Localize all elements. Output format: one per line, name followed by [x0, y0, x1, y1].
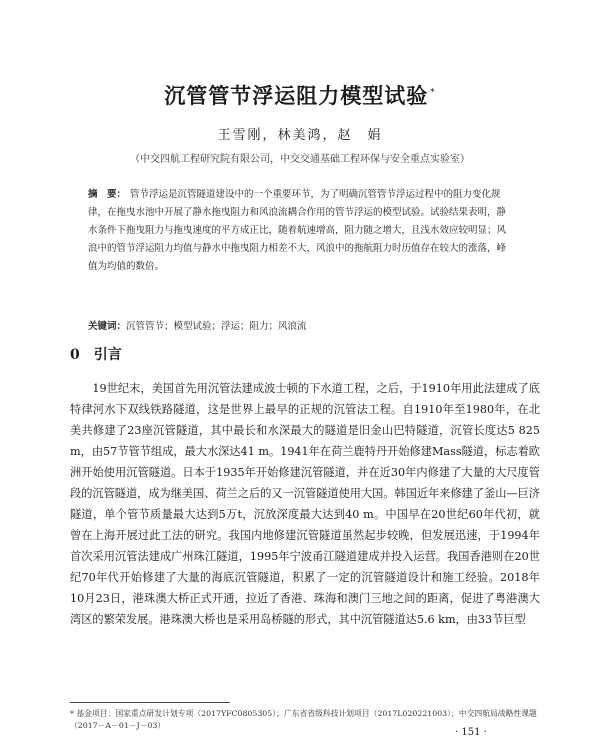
title-text: 沉管管节浮运阻力模型试验 [164, 83, 429, 108]
affiliation: （中交四航工程研究院有限公司，中交交通基础工程环保与安全重点实验室） [130, 154, 470, 165]
abstract-label: 摘 要： [88, 189, 127, 200]
section-heading [70, 344, 122, 364]
paper-title [0, 80, 600, 110]
section-title: 引言 [93, 347, 122, 363]
footnote-divider [70, 702, 230, 703]
body-paragraph: 19世纪末，美国首先用沉管法建成波士顿的下水道工程，之后，于1910年用此法建成了底特律河水下双线铁路隧道，这是世界上最早的正规的沉管法工程。自1910年至1980年，在北美共修建了23座沉管隧道，其中最长和水深最大的隧道是旧金山巴特隧道，沉管长度达5 825 m，由57节管节组成，最大水深达41 m。1941年在荷兰鹿特丹开始修建Mass隧道，标志着欧洲开始使用沉管隧道。日本于1935年开始修建沉管隧道，并在近30年内修建了大量的大尺度管段的沉管隧道，成为继美国、荷兰之后的又一沉管隧道使用大国。韩国近年来修建了釜山—巨济隧道，单个管节质量最大达到5万t，沉放深度最大达到40 m。中国早在20世纪60年代初，就曾在上海开展过此工法的研究。我国内地修建沉管隧道虽然起步较晚，但发展迅速，于1994年首次采用沉管法建成广州珠江隧道，1995年宁波甬江隧道建成并投入运营。我国香港则在20世纪70年代开始修建了大量的海底沉管隧道，积累了一定的沉管隧道设计和施工经验。2018年10月23日，港珠澳大桥正式开通，拉近了香港、珠海和澳门三地之间的距离，促进了粤港澳大湾区的繁荣发展。港珠澳大桥也是采用岛桥隧的形式，其中沉管隧道达5.6 km，由33节巨型 [70, 382, 540, 626]
keywords [88, 318, 508, 332]
section-number: 0 [70, 347, 80, 363]
authors: 王雪刚，林美鸿，赵 娟 [217, 128, 383, 143]
keywords-text: 沉管管节；模型试验；浮运；阻力；风浪流 [126, 321, 307, 332]
page-number: · 151 · [455, 727, 487, 738]
abstract [88, 186, 508, 276]
abstract-text: 管节浮运是沉管隧道建设中的一个重要环节，为了明确沉管管节浮运过程中的阻力变化规律，在拖曳水池中开展了静水拖曳阻力和风浪流耦合作用的管节浮运的模型试验。试验结果表明，静水条件下拖曳阻力与拖曳速度的平方成正比，随着航速增高，阻力随之增大，且浅水效应较明显；风浪中的管节浮运阻力均值与静水中拖曳阻力相差不大，风浪中的拖航阻力时历值存在较大的涨落，峰值为均值的数倍。 [88, 189, 507, 272]
keywords-label: 关键词： [88, 321, 127, 332]
title-footnote-mark: * [430, 88, 436, 98]
footnote: * 基金项目：国家重点研发计划专项（2017YFC0805305）；广东省省级科技计划项目（2017L020221003）；中交四航局战略性课题（2017－A－01－J－03） [70, 709, 537, 730]
